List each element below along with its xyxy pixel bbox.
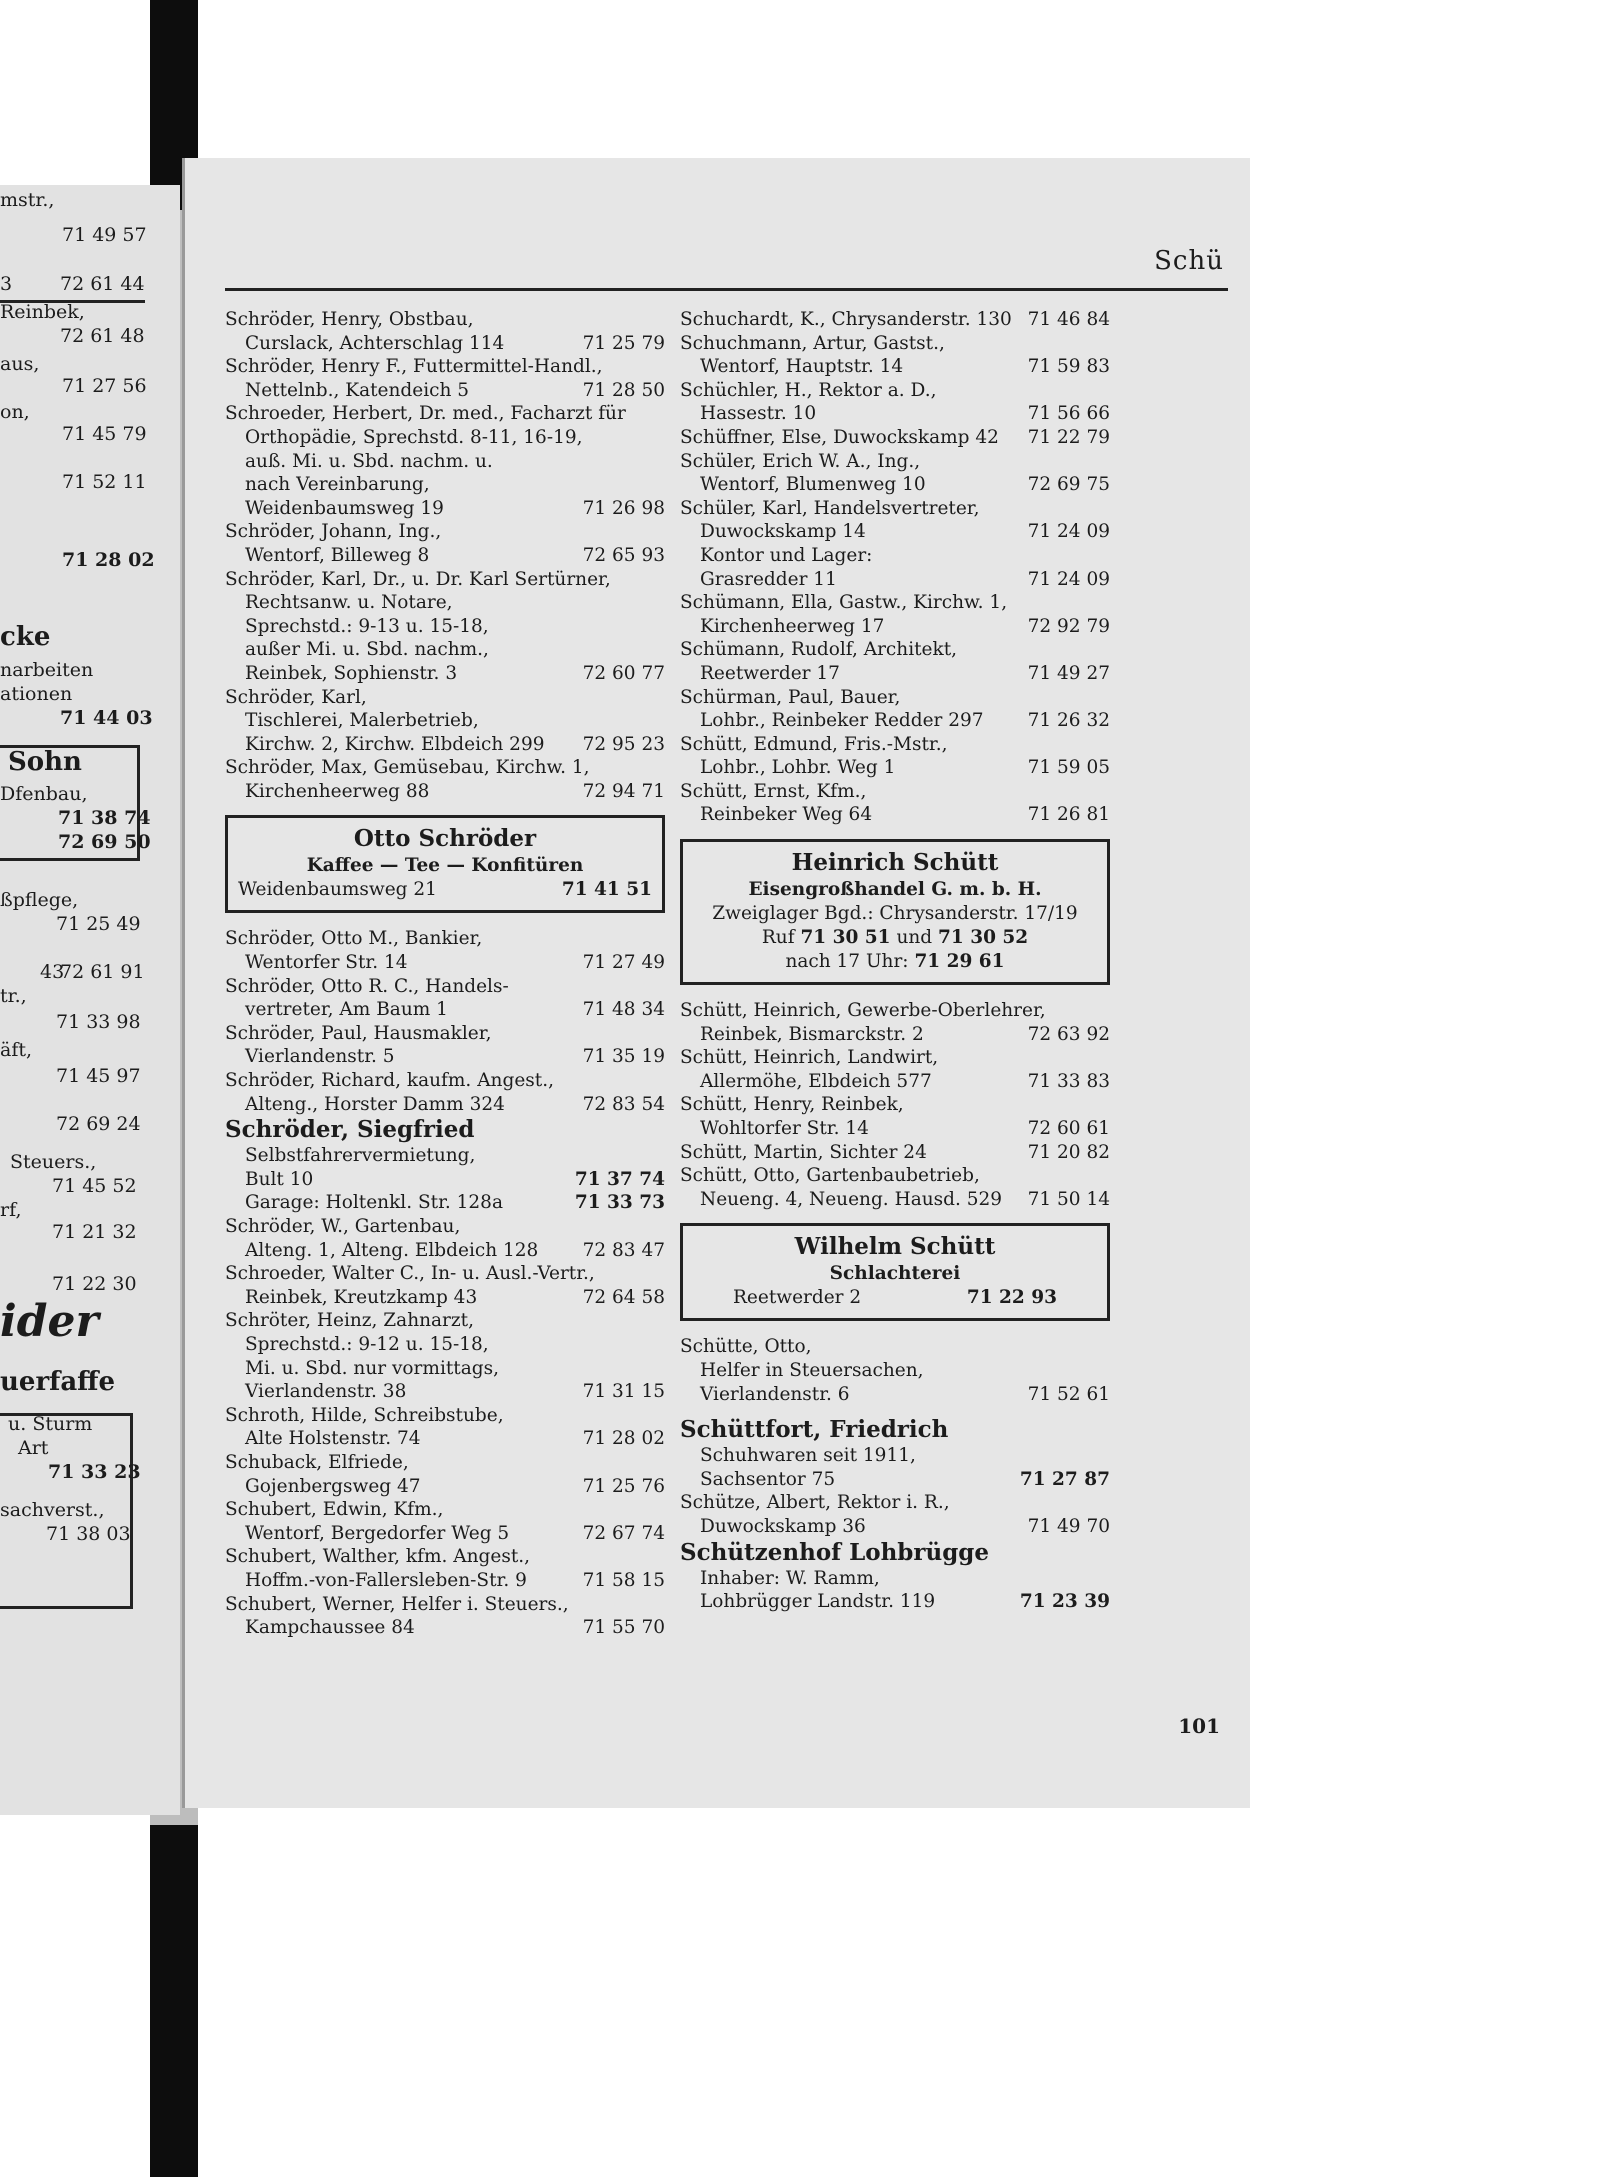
ad-phone: 71 30 51 (800, 927, 891, 949)
left-fragment-text: 71 33 98 (56, 1011, 141, 1033)
entry-phone (653, 568, 665, 592)
entry-text: Reinbek, Sophienstr. 3 (245, 662, 458, 684)
entry-phone (1098, 638, 1110, 662)
entry-phone: 72 65 93 (582, 544, 665, 566)
entry-phone: 71 59 05 (1027, 757, 1110, 779)
left-fragment-text: 71 49 57 (62, 224, 147, 246)
entry-text: Wentorf, Billeweg 8 (245, 544, 430, 566)
left-fragment-text: äft, (0, 1039, 33, 1061)
entry-siegfried (225, 1116, 665, 1215)
entry-phone (653, 927, 665, 951)
left-fragment-text: 71 25 49 (56, 913, 141, 935)
entry-text: Schümann, Rudolf, Architekt, (680, 639, 958, 661)
entry-text: Schröder, Paul, Hausmakler, (225, 1022, 492, 1044)
entry-text: Schütt, Ernst, Kfm., (680, 780, 867, 802)
directory-entry (680, 497, 1110, 591)
directory-entry (680, 638, 1110, 685)
entry-schuettfort (680, 1416, 1110, 1491)
directory-entry (225, 1069, 665, 1116)
entry-text: Rechtsanw. u. Notare, (245, 592, 453, 614)
entry-text: Schubert, Edwin, Kfm., (225, 1499, 444, 1521)
entry-text: Vierlandenstr. 5 (245, 1046, 395, 1068)
ad-phone: 71 29 61 (914, 951, 1005, 973)
directory-entry (225, 355, 665, 402)
entry-text: Schütt, Henry, Reinbek, (680, 1094, 904, 1116)
entry-text: Schüchler, H., Rektor a. D., (680, 379, 937, 401)
entry-phone: 71 50 14 (1027, 1188, 1110, 1210)
entry-text: Kontor und Lager: (700, 544, 873, 566)
directory-entry (680, 733, 1110, 780)
entry-text: nach Vereinbarung, (245, 474, 430, 496)
ad-text: Ruf (761, 927, 795, 949)
entry-text: Schröder, Richard, kaufm. Angest., (225, 1070, 554, 1092)
entry-phone (653, 1498, 665, 1522)
entry-text: Nettelnb., Katendeich 5 (245, 379, 470, 401)
left-fragment-text: 71 45 79 (62, 423, 147, 445)
entry-text: Schütze, Albert, Rektor i. R., (680, 1492, 950, 1514)
directory-entry (225, 975, 665, 1022)
left-fragment-text: 43 (40, 961, 65, 983)
entry-text: Alteng., Horster Damm 324 (245, 1093, 505, 1115)
directory-entry (680, 332, 1110, 379)
entry-text: Vierlandenstr. 38 (245, 1381, 407, 1403)
entry-phone (653, 591, 665, 615)
directory-entry (225, 402, 665, 520)
entry-phone (653, 1357, 665, 1381)
left-fragment-text: 71 52 11 (62, 471, 147, 493)
left-fragment-text: 71 21 32 (52, 1221, 137, 1243)
entry-phone: 72 83 47 (582, 1239, 665, 1261)
entry-phone (653, 1262, 665, 1286)
entry-phone (653, 1022, 665, 1046)
entry-phone (1098, 1359, 1110, 1383)
entry-phone: 71 56 66 (1027, 403, 1110, 425)
entry-phone: 71 23 39 (1019, 1591, 1110, 1613)
left-fragment-text: ider (0, 1296, 99, 1347)
entry-phone (1098, 780, 1110, 804)
entry-phone: 71 22 79 (1027, 426, 1110, 448)
left-fragment-text: narbeiten (0, 659, 94, 681)
entry-text: Curslack, Achterschlag 114 (245, 332, 505, 354)
entry-phone: 72 64 58 (582, 1286, 665, 1308)
entry-text: Schroth, Hilde, Schreibstube, (225, 1404, 504, 1426)
ad-text: und (896, 927, 933, 949)
entry-phone (653, 1404, 665, 1428)
directory-entry (225, 1022, 665, 1069)
entry-text: Sprechstd.: 9-13 u. 15-18, (245, 615, 489, 637)
entry-text: auß. Mi. u. Sbd. nachm. u. (245, 450, 493, 472)
entry-phone (653, 1069, 665, 1093)
entry-text: Reetwerder 17 (700, 662, 840, 684)
directory-entry (225, 686, 665, 757)
entry-phone: 71 49 70 (1027, 1515, 1110, 1537)
entry-text: Mi. u. Sbd. nur vormittags, (245, 1357, 499, 1379)
ad-title: Heinrich Schütt (791, 849, 999, 877)
left-fragment-text: 72 69 24 (56, 1113, 141, 1135)
entry-text: Helfer in Steuersachen, (700, 1360, 924, 1381)
entry-text: Inhaber: W. Ramm, (700, 1567, 880, 1589)
entry-phone (1098, 379, 1110, 403)
left-fragment-text: 71 22 30 (52, 1273, 137, 1295)
directory-entry (225, 308, 665, 355)
entry-phone: 71 24 09 (1027, 568, 1110, 590)
ad-wilhelm-schuett (680, 1223, 1110, 1321)
running-header: Schü (1154, 246, 1224, 276)
entry-phone (653, 450, 665, 474)
header-rule (225, 288, 1228, 291)
left-fragment-text: Dfenbau, (0, 783, 88, 805)
entry-phone: 71 28 50 (582, 379, 665, 401)
entry-phone: 71 46 84 (1027, 309, 1110, 330)
entry-text: Schütt, Otto, Gartenbaubetrieb, (680, 1165, 980, 1187)
left-fragment-text: 72 69 50 (58, 831, 151, 853)
entry-head: Schützenhof Lohbrügge (680, 1538, 990, 1566)
entry-phone (653, 1309, 665, 1333)
entry-text: Alteng. 1, Alteng. Elbdeich 128 (245, 1239, 539, 1261)
directory-entry (680, 1046, 1110, 1093)
directory-entry (680, 1164, 1110, 1211)
ad-heinrich-schuett (680, 839, 1110, 985)
entry-text: Kirchenheerweg 17 (700, 615, 885, 637)
directory-entry (680, 686, 1110, 733)
entry-text: Schroeder, Herbert, Dr. med., Facharzt für (225, 403, 626, 425)
entry-text: Sachsentor 75 (700, 1468, 836, 1490)
ad-subtitle: Eisengroßhandel G. m. b. H. (748, 879, 1042, 901)
directory-entry (680, 591, 1110, 638)
entry-text: Neueng. 4, Neueng. Hausd. 529 (700, 1188, 1003, 1210)
left-fragment-text: 71 44 03 (60, 707, 153, 729)
left-fragment-text: on, (0, 401, 30, 423)
entry-text: Gojenbergsweg 47 (245, 1475, 421, 1497)
entry-text: Schuchardt, K., Chrysanderstr. 130 (680, 309, 1012, 330)
directory-entry (225, 1262, 665, 1309)
entry-phone (653, 756, 665, 780)
ad-subtitle: Schlachterei (829, 1263, 961, 1285)
entry-text: Schuchmann, Artur, Gastst., (680, 332, 945, 354)
left-page-fragment (0, 185, 180, 1815)
directory-entry (225, 1593, 665, 1640)
entry-text: Schröder, Otto M., Bankier, (225, 928, 483, 950)
entry-text: Bult 10 (245, 1168, 314, 1190)
entry-text: Weidenbaumsweg 19 (245, 497, 444, 519)
entry-phone (653, 426, 665, 450)
entry-phone (653, 355, 665, 379)
entry-text: Schüffner, Else, Duwockskamp 42 (680, 426, 999, 448)
entry-text: Lohbr., Reinbeker Redder 297 (700, 710, 984, 732)
entry-phone (1098, 1491, 1110, 1515)
entry-text: Schröter, Heinz, Zahnarzt, (225, 1310, 474, 1332)
left-fragment-text: Art (18, 1437, 49, 1459)
entry-phone: 72 94 71 (582, 780, 665, 802)
entry-phone: 71 33 73 (574, 1192, 665, 1214)
left-fragment-text: ßpflege, (0, 889, 79, 911)
ad-otto-schroeder (225, 815, 665, 913)
entry-phone (1098, 1335, 1110, 1359)
directory-entry (225, 1545, 665, 1592)
ad-phone-line (693, 926, 1097, 950)
directory-entry (225, 1498, 665, 1545)
entry-text: Garage: Holtenkl. Str. 128a (245, 1192, 503, 1214)
entry-phone: 71 20 82 (1027, 1141, 1110, 1163)
left-fragment-text: 71 28 02 (62, 549, 155, 571)
entry-phone (653, 308, 665, 332)
entry-phone (1098, 733, 1110, 757)
entry-text: Duwockskamp 36 (700, 1515, 866, 1537)
entry-text: Schröder, Henry, Obstbau, (225, 309, 474, 330)
entry-text: Schröder, W., Gartenbau, (225, 1216, 461, 1237)
entry-phone: 71 58 15 (582, 1569, 665, 1591)
ad-phone: 71 41 51 (561, 879, 652, 901)
entry-phone (653, 1451, 665, 1475)
ad-address: Weidenbaumsweg 21 (238, 879, 437, 901)
ad-phone-line (693, 950, 1097, 974)
entry-phone: 72 60 77 (582, 662, 665, 684)
directory-entry (680, 1093, 1110, 1140)
ad-row (238, 878, 652, 902)
ad-address: Reetwerder 2 (733, 1287, 862, 1309)
left-fragment-text: mstr., (0, 189, 55, 211)
left-fragment-text: Steuers., (10, 1151, 97, 1173)
entry-phone: 71 25 79 (582, 332, 665, 354)
entry-phone (653, 402, 665, 426)
directory-entry (225, 520, 665, 567)
ad-phone: 71 22 93 (966, 1287, 1057, 1309)
column-right (680, 308, 1110, 1614)
entry-phone (653, 1593, 665, 1617)
ad-subtitle: Kaffee — Tee — Konfitüren (306, 855, 584, 877)
entry-text: Schubert, Werner, Helfer i. Steuers., (225, 1593, 569, 1615)
entry-text: Schütt, Heinrich, Landwirt, (680, 1047, 939, 1069)
entry-phone (653, 615, 665, 639)
entry-text: Schuback, Elfriede, (225, 1451, 409, 1473)
entry-phone (653, 473, 665, 497)
left-fragment-text: 71 38 03 (46, 1523, 131, 1545)
entry-phone: 72 60 61 (1027, 1118, 1110, 1140)
entry-phone (1098, 1164, 1110, 1188)
entry-phone: 72 83 54 (582, 1093, 665, 1115)
entry-text: Lohbrügger Landstr. 119 (700, 1591, 936, 1613)
ad-text: Zweiglager Bgd.: Chrysanderstr. 17/19 (712, 903, 1078, 925)
entry-phone: 71 33 83 (1027, 1070, 1110, 1092)
entry-head: Schröder, Siegfried (225, 1116, 475, 1144)
entry-phone: 71 26 98 (582, 497, 665, 519)
entry-phone: 71 59 83 (1027, 356, 1110, 378)
entry-phone (1098, 497, 1110, 521)
left-fragment-text: 71 27 56 (62, 375, 147, 397)
left-fragment-text: 71 45 97 (56, 1065, 141, 1087)
entry-phone: 71 26 32 (1027, 710, 1110, 732)
entry-phone: 71 27 87 (1019, 1468, 1110, 1490)
entry-phone: 71 28 02 (582, 1428, 665, 1450)
entry-phone: 72 67 74 (582, 1522, 665, 1544)
entry-phone (1098, 999, 1110, 1023)
ad-text: nach 17 Uhr: (785, 951, 909, 973)
directory-entry (225, 1215, 665, 1262)
entry-text: Alte Holstenstr. 74 (245, 1428, 421, 1450)
entry-text: Wentorf, Blumenweg 10 (700, 474, 926, 496)
entry-text: Schuhwaren seit 1911, (700, 1445, 916, 1467)
entry-text: Vierlandenstr. 6 (700, 1383, 850, 1405)
entry-text: Schütte, Otto, (680, 1336, 812, 1358)
directory-entry (225, 568, 665, 686)
entry-phone: 72 63 92 (1027, 1023, 1110, 1045)
entry-text: Sprechstd.: 9-12 u. 15-18, (245, 1333, 489, 1355)
directory-entry (680, 308, 1110, 332)
entry-text: Kirchw. 2, Kirchw. Elbdeich 299 (245, 733, 545, 755)
entry-text: Kirchenheerweg 88 (245, 780, 430, 802)
entry-text: Schröder, Karl, Dr., u. Dr. Karl Sertürner, (225, 568, 611, 590)
left-fragment-text: 72 61 91 (60, 961, 145, 983)
entry-phone (653, 1545, 665, 1569)
entry-phone: 71 55 70 (582, 1617, 665, 1639)
entry-text: Schüler, Karl, Handelsvertreter, (680, 497, 980, 519)
directory-page (185, 158, 1250, 1808)
left-fragment-text: tr., (0, 985, 27, 1007)
entry-text: außer Mi. u. Sbd. nachm., (245, 639, 489, 661)
entry-text: Schroeder, Walter C., In- u. Ausl.-Vertr., (225, 1263, 595, 1285)
entry-text: Hassestr. 10 (700, 403, 817, 425)
entry-text: Tischlerei, Malerbetrieb, (245, 710, 479, 732)
entry-phone (653, 1215, 665, 1239)
entry-phone: 71 31 15 (582, 1381, 665, 1403)
entry-phone: 71 25 76 (582, 1475, 665, 1497)
entry-text: Schütt, Edmund, Fris.-Mstr., (680, 733, 948, 755)
left-fragment-text: cke (0, 622, 51, 652)
entry-text: Schröder, Otto R. C., Handels- (225, 975, 509, 997)
entry-phone: 71 48 34 (582, 999, 665, 1021)
directory-entry (225, 1309, 665, 1403)
entry-text: Schröder, Karl, (225, 686, 367, 708)
entry-phone: 71 27 49 (582, 952, 665, 974)
entry-text: Schürman, Paul, Bauer, (680, 686, 901, 708)
entry-phone: 72 92 79 (1027, 615, 1110, 637)
entry-phone: 71 35 19 (582, 1046, 665, 1068)
directory-entry (680, 1335, 1110, 1406)
entry-text: Schubert, Walther, kfm. Angest., (225, 1546, 531, 1568)
column-left (225, 308, 665, 1640)
directory-entry (680, 450, 1110, 497)
directory-entry (225, 927, 665, 974)
entry-text: Duwockskamp 14 (700, 521, 866, 543)
page-number: 101 (1178, 1714, 1220, 1738)
left-fragment-text: sachverst., (0, 1499, 105, 1521)
entry-text: Schröder, Johann, Ing., (225, 521, 442, 543)
entry-text: Schümann, Ella, Gastw., Kirchw. 1, (680, 592, 1008, 614)
directory-entry (225, 1404, 665, 1451)
directory-entry (680, 1141, 1110, 1165)
entry-phone (653, 975, 665, 999)
entry-phone: 71 24 09 (1027, 521, 1110, 543)
directory-entry (225, 756, 665, 803)
entry-text: Wentorf, Hauptstr. 14 (700, 356, 904, 378)
left-fragment-text: 72 61 44 (60, 273, 145, 295)
entry-phone (653, 1333, 665, 1357)
entry-phone (1098, 332, 1110, 356)
left-fragment-text: aus, (0, 353, 40, 375)
entry-head: Schüttfort, Friedrich (680, 1416, 949, 1444)
entry-text: Kampchaussee 84 (245, 1617, 415, 1639)
entry-phone: 72 69 75 (1027, 474, 1110, 496)
directory-entry (680, 780, 1110, 827)
entry-text: Wohltorfer Str. 14 (700, 1118, 869, 1140)
ad-title: Wilhelm Schütt (794, 1233, 996, 1261)
entry-text: Wentorf, Bergedorfer Weg 5 (245, 1522, 510, 1544)
entry-text: Schüler, Erich W. A., Ing., (680, 450, 921, 472)
entry-phone: 71 26 81 (1027, 804, 1110, 826)
entry-phone: 72 95 23 (582, 733, 665, 755)
left-fragment-text: Sohn (8, 747, 82, 777)
entry-text: Reinbek, Kreutzkamp 43 (245, 1286, 478, 1308)
entry-text: Hoffm.-von-Fallersleben-Str. 9 (245, 1569, 527, 1591)
ad-row (693, 1286, 1097, 1310)
entry-text: Schütt, Heinrich, Gewerbe-Oberlehrer, (680, 1000, 1046, 1022)
left-fragment-text: Reinbek, (0, 301, 85, 323)
entry-phone (1098, 591, 1110, 615)
entry-text: Allermöhe, Elbdeich 577 (700, 1070, 932, 1092)
entry-text: Lohbr., Lohbr. Weg 1 (700, 757, 896, 779)
directory-entry (225, 1451, 665, 1498)
entry-text: Grasredder 11 (700, 568, 837, 590)
entry-phone (1098, 1046, 1110, 1070)
entry-schuetzenhof (680, 1539, 1110, 1614)
entry-phone (1098, 450, 1110, 474)
entry-text: vertreter, Am Baum 1 (245, 999, 448, 1021)
entry-text: Schütt, Martin, Sichter 24 (680, 1141, 927, 1163)
entry-phone (653, 638, 665, 662)
left-fragment-text: uerfaffe (0, 1367, 116, 1397)
left-fragment-text: 72 61 48 (60, 325, 145, 347)
entry-text: Orthopädie, Sprechstd. 8-11, 16-19, (245, 426, 583, 448)
entry-phone (653, 709, 665, 733)
left-fragment-text: ationen (0, 683, 73, 705)
left-fragment-text: u. Sturm (8, 1413, 93, 1435)
entry-phone (1098, 544, 1110, 568)
directory-entry (680, 426, 1110, 450)
left-fragment-text: 71 45 52 (52, 1175, 137, 1197)
entry-phone: 71 37 74 (574, 1168, 665, 1190)
entry-text: Wentorfer Str. 14 (245, 952, 408, 974)
entry-phone: 71 52 61 (1027, 1383, 1110, 1405)
ad-phone: 71 30 52 (938, 927, 1029, 949)
entry-text: Reinbek, Bismarckstr. 2 (700, 1023, 924, 1045)
entry-phone (653, 520, 665, 544)
ad-title: Otto Schröder (353, 825, 537, 853)
entry-phone (1098, 1093, 1110, 1117)
left-fragment-text: 71 38 74 (58, 807, 151, 829)
left-fragment-text: 71 33 23 (48, 1461, 141, 1483)
left-fragment-text: 3 (0, 273, 13, 295)
entry-phone (1098, 686, 1110, 710)
entry-text: Schröder, Max, Gemüsebau, Kirchw. 1, (225, 757, 590, 779)
left-fragment-text: rf, (0, 1199, 22, 1221)
entry-phone: 71 49 27 (1027, 662, 1110, 684)
entry-text: Reinbeker Weg 64 (700, 804, 873, 826)
entry-text: Schröder, Henry F., Futtermittel-Handl., (225, 356, 603, 378)
entry-text: Selbstfahrervermietung, (245, 1145, 476, 1167)
entry-phone (653, 686, 665, 710)
directory-entry (680, 379, 1110, 426)
directory-entry (680, 999, 1110, 1046)
directory-entry (680, 1491, 1110, 1538)
